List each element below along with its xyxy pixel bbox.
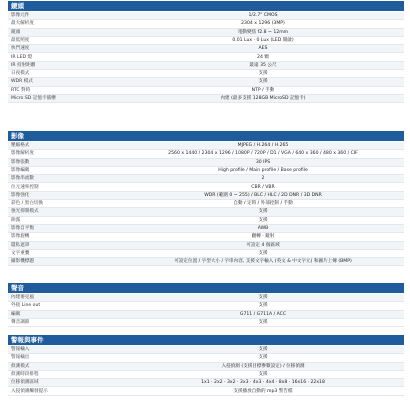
spec-label: 入侵偵測觸發提示 <box>11 388 48 394</box>
spec-row <box>8 37 404 45</box>
spec-value: 支援 <box>258 209 268 215</box>
spec-value: 支援 <box>258 319 268 325</box>
spec-row <box>8 346 404 354</box>
spec-row <box>8 311 404 319</box>
spec-row <box>8 233 404 241</box>
spec-label: RTC 對時 <box>11 87 31 93</box>
spec-label: 偵測時段排程 <box>11 371 39 377</box>
spec-row <box>8 54 404 62</box>
spec-value: 支援 <box>258 79 268 85</box>
spec-value: 支援 <box>258 250 268 256</box>
spec-row <box>8 20 404 28</box>
spec-value: 內建 (最多支援 128GB MicroSD 記憶卡) <box>220 96 306 101</box>
spec-label: 文字重疊 <box>11 250 30 256</box>
spec-value: 最遠 35 公尺 <box>249 62 277 68</box>
spec-label: 位元速率控制 <box>11 184 39 190</box>
spec-label: 強光抑制模式 <box>11 209 39 215</box>
spec-row <box>8 175 404 183</box>
spec-row <box>8 225 404 233</box>
spec-value: 支援 <box>258 295 268 300</box>
spec-value: 2 <box>261 176 265 182</box>
spec-value: CBR / VBR <box>251 184 275 190</box>
spec-row <box>8 62 404 70</box>
spec-row <box>8 184 404 192</box>
spec-label: 偵測模式 <box>11 363 30 369</box>
spec-value: 翻轉 · 鏡射 <box>251 234 275 240</box>
spec-value: 支援 <box>258 217 268 223</box>
spec-value: 自動 / 定時 / 外部控制 / 手動 <box>233 201 293 207</box>
spec-label: 影像強化 <box>11 192 30 198</box>
spec-label: 影像旋轉 <box>11 234 30 240</box>
spec-value: 可設定位置 / 字型大小 / 字串內容, 支援文字輸入 (英文 & 中文字元) 和圖片上傳 (BMP) <box>174 259 352 265</box>
spec-value: 支援 <box>258 355 268 361</box>
spec-value: High profile / Main profile / Base profile <box>218 167 308 173</box>
spec-row <box>8 167 404 175</box>
spec-row <box>8 371 404 379</box>
spec-value: 1x1 · 2x2 · 3x2 · 3x3 · 4x3 · 4x4 · 8x8 · 16x16 · 22x18 <box>201 380 325 386</box>
spec-value: 入侵偵測 (支援目標參數設定) / 位移偵測 <box>221 363 305 369</box>
spec-row <box>8 354 404 362</box>
spec-label: 影像編碼 <box>11 167 30 173</box>
spec-label: 鏡頭 <box>11 29 21 35</box>
section-header: 聲音 <box>8 283 404 293</box>
spec-label: 彩色 / 黑白切換 <box>11 201 44 207</box>
spec-label: 影像串流數 <box>11 176 34 182</box>
spec-row <box>8 159 404 167</box>
spec-value: 24 顆 <box>257 54 269 60</box>
spec-label: 攝影機標題 <box>11 259 34 265</box>
spec-row <box>8 250 404 258</box>
spec-label: 位移偵測區域 <box>11 380 39 386</box>
spec-value: 電動變焦 f2.8 ~ 12mm <box>237 29 289 35</box>
spec-label: 編碼 <box>11 311 21 317</box>
spec-row <box>8 142 404 150</box>
spec-row <box>8 45 404 53</box>
spec-label: 影像自平衡 <box>11 226 34 231</box>
spec-label: 影像元件 <box>11 13 30 18</box>
spec-label: 日夜模式 <box>11 71 30 77</box>
spec-label: 最大解析度 <box>11 21 34 27</box>
spec-label: Micro SD 記憶卡插槽 <box>11 96 56 101</box>
spec-label: 最低照度 <box>11 37 30 43</box>
spec-row <box>8 29 404 37</box>
spec-label: 警報輸入 <box>11 347 30 352</box>
spec-label: 壓縮格式 <box>11 143 30 148</box>
spec-label: IR 投射距離 <box>11 62 36 68</box>
spec-row <box>8 363 404 371</box>
spec-value: 30 IPS <box>255 159 271 165</box>
spec-label: 隱私遮罩 <box>11 242 30 248</box>
spec-label: 外接 Line out <box>11 303 41 309</box>
spec-row <box>8 388 404 396</box>
spec-row <box>8 87 404 95</box>
spec-value: 支援 <box>258 371 268 377</box>
spec-row <box>8 242 404 250</box>
spec-value: MJPEG / H.264 / H.265 <box>237 143 289 148</box>
spec-label: 警報輸出 <box>11 355 30 361</box>
spec-value: 2560 x 1440 / 2304 x 1296 / 1080P / 720P / D1 / VGA / 640 x 360 / 480 x 360 / CIF <box>168 151 358 157</box>
spec-row <box>8 258 404 266</box>
spec-value: 可設定 4 個區域 <box>246 242 280 248</box>
spec-value: 1/2.7" CMOS <box>248 13 278 18</box>
spec-row <box>8 70 404 78</box>
spec-value: 支援 <box>258 303 268 309</box>
spec-row <box>8 192 404 200</box>
spec-value: AWB <box>257 226 269 231</box>
spec-row <box>8 319 404 327</box>
spec-label: WDR 模式 <box>11 79 33 85</box>
spec-label: 除霧 <box>11 217 21 223</box>
spec-row <box>8 12 404 20</box>
spec-value: WDR (範圍 0 ~ 255) / BLC / HLC / 2D DNR / 3D DNR <box>204 192 322 198</box>
spec-label: IR LED 燈 <box>11 54 33 60</box>
spec-row <box>8 200 404 208</box>
spec-row <box>8 78 404 86</box>
spec-value: 支援 <box>258 71 268 77</box>
spec-row <box>8 294 404 302</box>
spec-row <box>8 379 404 387</box>
spec-value: G711 / G711A / ACC <box>239 311 287 317</box>
spec-row <box>8 95 404 103</box>
spec-value: 支援 <box>258 347 268 352</box>
spec-value: AES <box>258 46 268 52</box>
section-header: 影像 <box>8 131 404 141</box>
section-header: 警報與事件 <box>8 335 404 345</box>
spec-label: 快門速度 <box>11 46 30 52</box>
spec-value: 2304 x 1296 (3MP) <box>241 21 285 27</box>
spec-label: 影像張數 <box>11 159 30 165</box>
spec-label: 聲音調節 <box>11 319 30 325</box>
spec-row <box>8 217 404 225</box>
spec-label: 內建麥克風 <box>11 295 34 300</box>
spec-label: 影像解析度 <box>11 151 34 157</box>
spec-row <box>8 150 404 158</box>
spec-value: 支援播放自動的 mp3 警告檔 <box>233 388 293 394</box>
spec-row <box>8 302 404 310</box>
spec-value: 0.01 Lux · 0 Lux (LED 開啟) <box>232 37 294 43</box>
section-header: 鏡頭 <box>8 1 404 11</box>
spec-row <box>8 208 404 216</box>
spec-value: NTP / 手動 <box>251 87 275 93</box>
